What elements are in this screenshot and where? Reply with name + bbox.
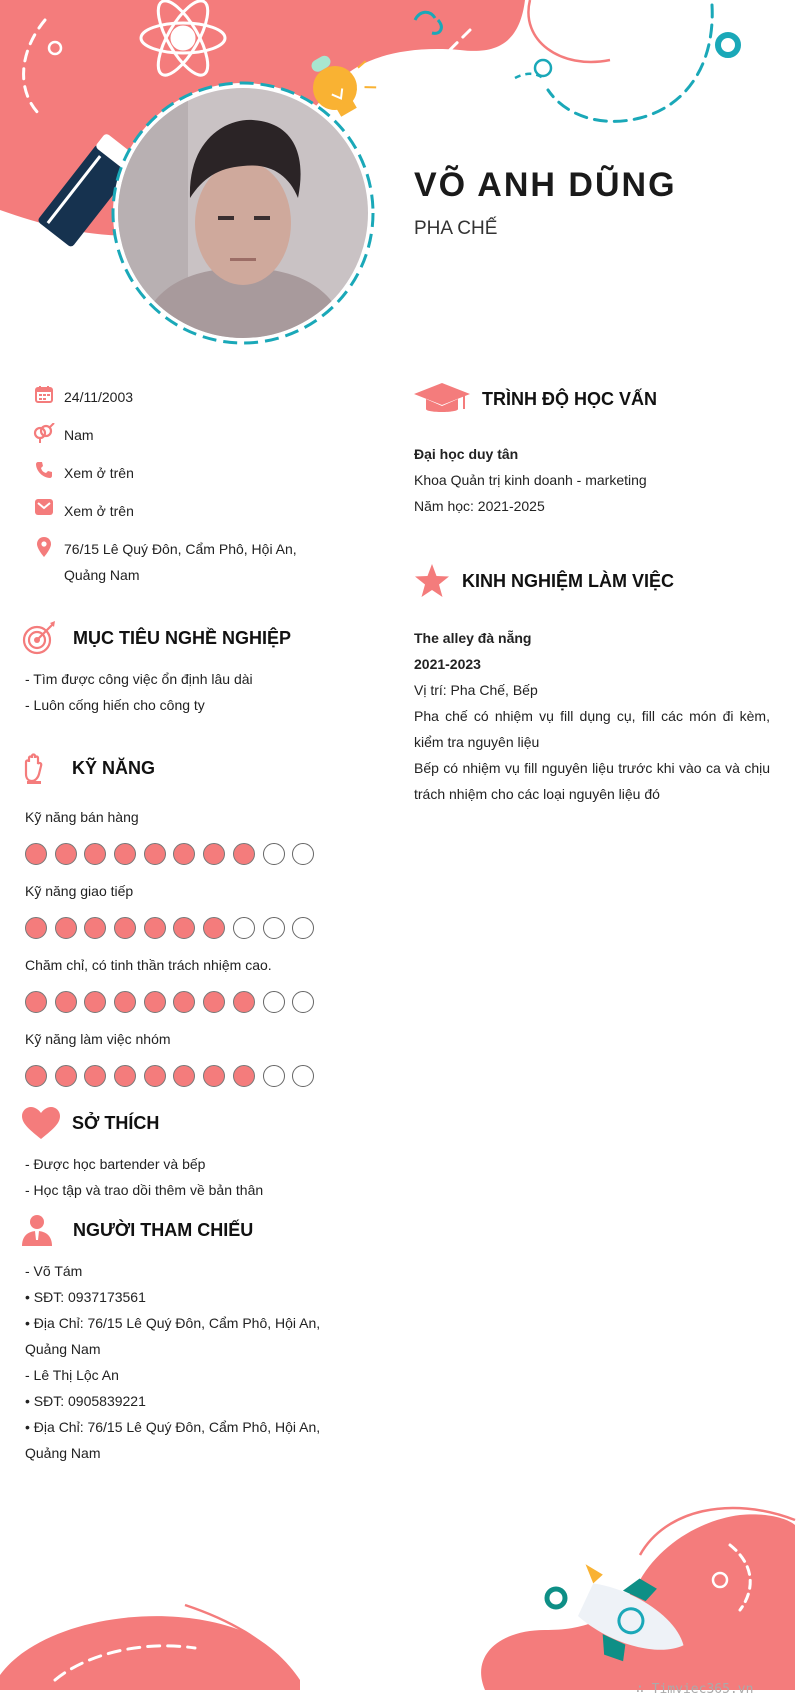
skill-rating (25, 917, 322, 939)
reference-line: - Võ Tám (25, 1263, 83, 1279)
gender-value: Nam (64, 427, 94, 443)
contact-gender (24, 422, 324, 460)
person-icon (22, 1214, 52, 1246)
skill-label: Kỹ năng giao tiếp (25, 883, 134, 899)
candidate-position: PHA CHẾ (414, 218, 498, 239)
education-major: Khoa Quản trị kinh doanh - marketing (414, 472, 647, 488)
education-years: Năm học: 2021-2025 (414, 498, 545, 514)
rating-dot-filled (55, 1065, 77, 1087)
rating-dot-empty (263, 843, 285, 865)
objective-list (25, 666, 253, 718)
hand-icon (22, 752, 48, 784)
reference-line: Quảng Nam (25, 1341, 101, 1357)
objective-title: MỤC TIÊU NGHỀ NGHIỆP (73, 627, 292, 648)
skill-rating (25, 1065, 322, 1087)
rating-dot-empty (292, 917, 314, 939)
rating-dot-filled (144, 917, 166, 939)
reference-line: • Địa Chỉ: 76/15 Lê Quý Đôn, Cẩm Phô, Hội An, (25, 1315, 321, 1331)
address-line-2: Quảng Nam (64, 567, 140, 583)
rating-dot-empty (292, 843, 314, 865)
gender-icon (24, 422, 64, 443)
rating-dot-empty (233, 917, 255, 939)
education-title: TRÌNH ĐỘ HỌC VẤN (482, 388, 657, 409)
experience-description: Pha chế có nhiệm vụ fill dụng cụ, fill các món đi kèm, kiểm tra nguyên liệu (414, 708, 770, 750)
rating-dot-filled (233, 991, 255, 1013)
graduation-cap-icon (414, 381, 470, 417)
contact-dob (24, 384, 324, 422)
rating-dot-filled (203, 991, 225, 1013)
references-list (25, 1258, 320, 1466)
rating-dot-filled (144, 1065, 166, 1087)
phone-value: Xem ở trên (64, 465, 134, 481)
phone-icon (24, 460, 64, 479)
rating-dot-filled (173, 917, 195, 939)
rating-dot-filled (114, 843, 136, 865)
mail-icon (24, 498, 64, 515)
rating-dot-filled (173, 843, 195, 865)
objective-line: - Tìm được công việc ổn định lâu dài (25, 671, 253, 687)
reference-line: • Địa Chỉ: 76/15 Lê Quý Đôn, Cẩm Phô, Hội An, (25, 1419, 321, 1435)
experience-role: Vị trí: Pha Chế, Bếp (414, 682, 538, 698)
skill-rating (25, 991, 322, 1013)
experience-description: Bếp có nhiệm vụ fill nguyên liệu trước khi vào ca và chịu trách nhiệm cho các loại nguyên liệu đó (414, 760, 770, 802)
rating-dot-filled (144, 991, 166, 1013)
rating-dot-filled (25, 991, 47, 1013)
rating-dot-filled (55, 843, 77, 865)
education-heading (414, 381, 657, 417)
star-icon (414, 564, 450, 598)
reference-line: • SĐT: 0905839221 (25, 1393, 146, 1409)
header-decoration (0, 0, 800, 360)
rating-dot-empty (263, 917, 285, 939)
experience-heading (414, 564, 674, 598)
reference-line: • SĐT: 0937173561 (25, 1289, 146, 1305)
rating-dot-filled (55, 991, 77, 1013)
hobby-line: - Học tập và trao dồi thêm về bản thân (25, 1182, 264, 1198)
rating-dot-empty (263, 991, 285, 1013)
references-heading (22, 1214, 253, 1246)
watermark: ∴ Timviec365.vn (636, 1682, 754, 1697)
skill-label: Chăm chỉ, có tinh thần trách nhiệm cao. (25, 957, 272, 973)
skill-label: Kỹ năng làm việc nhóm (25, 1031, 171, 1047)
rating-dot-filled (84, 1065, 106, 1087)
contact-address (24, 536, 324, 588)
rating-dot-filled (84, 991, 106, 1013)
rating-dot-filled (203, 843, 225, 865)
location-pin-icon (24, 536, 64, 557)
contact-list (24, 384, 324, 588)
school-name: Đại học duy tân (414, 446, 519, 462)
reference-line: Quảng Nam (25, 1445, 101, 1461)
rating-dot-filled (55, 917, 77, 939)
experience-period: 2021-2023 (414, 656, 481, 672)
rating-dot-filled (25, 917, 47, 939)
profile-photo (118, 88, 368, 338)
references-title: NGƯỜI THAM CHIẾU (73, 1219, 254, 1240)
footer-decoration (0, 1470, 800, 1708)
experience-entry (414, 625, 770, 807)
rating-dot-filled (25, 843, 47, 865)
hobbies-heading (22, 1107, 159, 1139)
address-line-1: 76/15 Lê Quý Đôn, Cẩm Phô, Hội An, (64, 541, 297, 557)
rating-dot-filled (233, 843, 255, 865)
target-icon (22, 621, 58, 655)
objective-line: - Luôn cống hiến cho công ty (25, 697, 205, 713)
hobbies-title: SỞ THÍCH (72, 1112, 160, 1133)
heart-icon (22, 1107, 60, 1139)
candidate-name: VÕ ANH DŨNG (414, 166, 677, 204)
hobby-line: - Được học bartender và bếp (25, 1156, 206, 1172)
rating-dot-empty (263, 1065, 285, 1087)
contact-phone (24, 460, 324, 498)
skill-label: Kỹ năng bán hàng (25, 809, 139, 825)
rating-dot-filled (114, 991, 136, 1013)
rating-dot-filled (173, 1065, 195, 1087)
rating-dot-filled (114, 1065, 136, 1087)
rating-dot-filled (25, 1065, 47, 1087)
skills-heading (22, 752, 155, 784)
contact-email (24, 498, 324, 536)
rating-dot-empty (292, 991, 314, 1013)
company-name: The alley đà nẵng (414, 630, 532, 646)
calendar-icon (24, 384, 64, 403)
education-entry (414, 441, 647, 519)
rating-dot-filled (114, 917, 136, 939)
rating-dot-filled (84, 843, 106, 865)
skill-rating (25, 843, 322, 865)
experience-title: KINH NGHIỆM LÀM VIỆC (462, 570, 675, 591)
reference-line: - Lê Thị Lộc An (25, 1367, 119, 1383)
rating-dot-filled (144, 843, 166, 865)
rating-dot-filled (203, 1065, 225, 1087)
rating-dot-filled (233, 1065, 255, 1087)
dob-value: 24/11/2003 (64, 389, 134, 405)
rating-dot-filled (173, 991, 195, 1013)
rating-dot-empty (292, 1065, 314, 1087)
hobbies-list (25, 1151, 263, 1203)
skills-title: KỸ NĂNG (72, 757, 156, 778)
rating-dot-filled (203, 917, 225, 939)
rating-dot-filled (84, 917, 106, 939)
email-value: Xem ở trên (64, 503, 134, 519)
objective-heading (22, 621, 291, 655)
